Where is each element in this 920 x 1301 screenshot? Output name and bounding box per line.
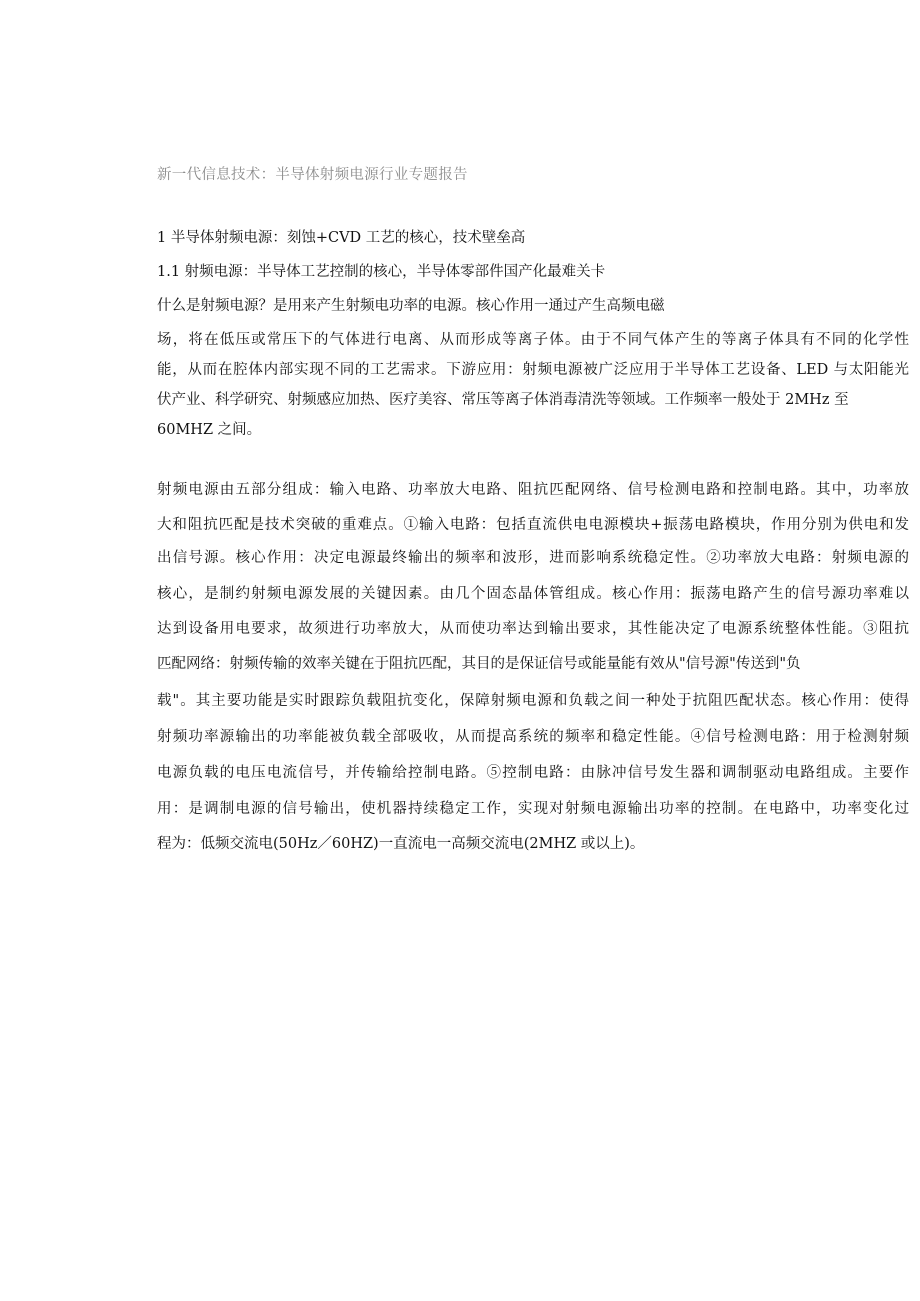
paragraph2-line: 程为：低频交流电(50Hz／60HZ)一直流电一高频交流电(2MHZ 或以上)。	[157, 836, 645, 852]
paragraph1-line: 伏产业、科学研究、射频感应加热、医疗美容、常压等离子体消毒清洗等领域。工作频率一般处于 2MHz 至	[157, 392, 849, 408]
paragraph2-line: 用：是调制电源的信号输出，使机器持续稳定工作，实现对射频电源输出功率的控制。在电路中，功率变化过	[157, 801, 909, 817]
paragraph2-line: 载"。其主要功能是实时跟踪负载阻抗变化，保障射频电源和负载之间一种处于抗阻匹配状态。核心作用：使得	[157, 693, 909, 709]
paragraph2-line: 射频电源由五部分组成：输入电路、功率放大电路、阻抗匹配网络、信号检测电路和控制电路。其中，功率放	[157, 482, 909, 498]
paragraph1-line: 什么是射频电源？是用来产生射频电功率的电源。核心作用一通过产生高频电磁	[157, 298, 665, 314]
paragraph2-line: 核心，是制约射频电源发展的关键因素。由几个固态晶体管组成。核心作用：振荡电路产生的信号源功率难以	[157, 586, 909, 602]
section-heading: 1 半导体射频电源：刻蚀+CVD 工艺的核心，技术壁垒高	[157, 230, 526, 246]
paragraph2-line: 电源负载的电压电流信号，并传输给控制电路。⑤控制电路：由脉冲信号发生器和调制驱动电路组成。主要作	[157, 765, 909, 781]
paragraph2-line: 出信号源。核心作用：决定电源最终输出的频率和波形，进而影响系统稳定性。②功率放大电路：射频电源的	[157, 550, 909, 566]
paragraph2-line: 达到设备用电要求，故须进行功率放大，从而使功率达到输出要求，其性能决定了电源系统整体性能。③阻抗	[157, 621, 909, 637]
paragraph2-line: 匹配网络：射频传输的效率关键在于阻抗匹配，其目的是保证信号或能量能有效从"信号源"传送到"负	[157, 656, 801, 672]
subsection-heading: 1.1 射频电源：半导体工艺控制的核心，半导体零部件国产化最难关卡	[157, 264, 606, 280]
report-title: 新一代信息技术：半导体射频电源行业专题报告	[157, 167, 468, 183]
paragraph1-line: 60MHZ 之间。	[157, 422, 262, 438]
paragraph1-line: 能，从而在腔体内部实现不同的工艺需求。下游应用：射频电源被广泛应用于半导体工艺设备、LED 与太阳能光	[157, 362, 909, 378]
paragraph2-line: 大和阻抗匹配是技术突破的重难点。①输入电路：包括直流供电电源模块+振荡电路模块，作用分别为供电和发	[157, 517, 909, 533]
paragraph1-line: 场，将在低压或常压下的气体进行电离、从而形成等离子体。由于不同气体产生的等离子体具有不同的化学性	[157, 332, 909, 348]
paragraph2-line: 射频功率源输出的功率能被负载全部吸收，从而提高系统的频率和稳定性能。④信号检测电路：用于检测射频	[157, 729, 909, 745]
